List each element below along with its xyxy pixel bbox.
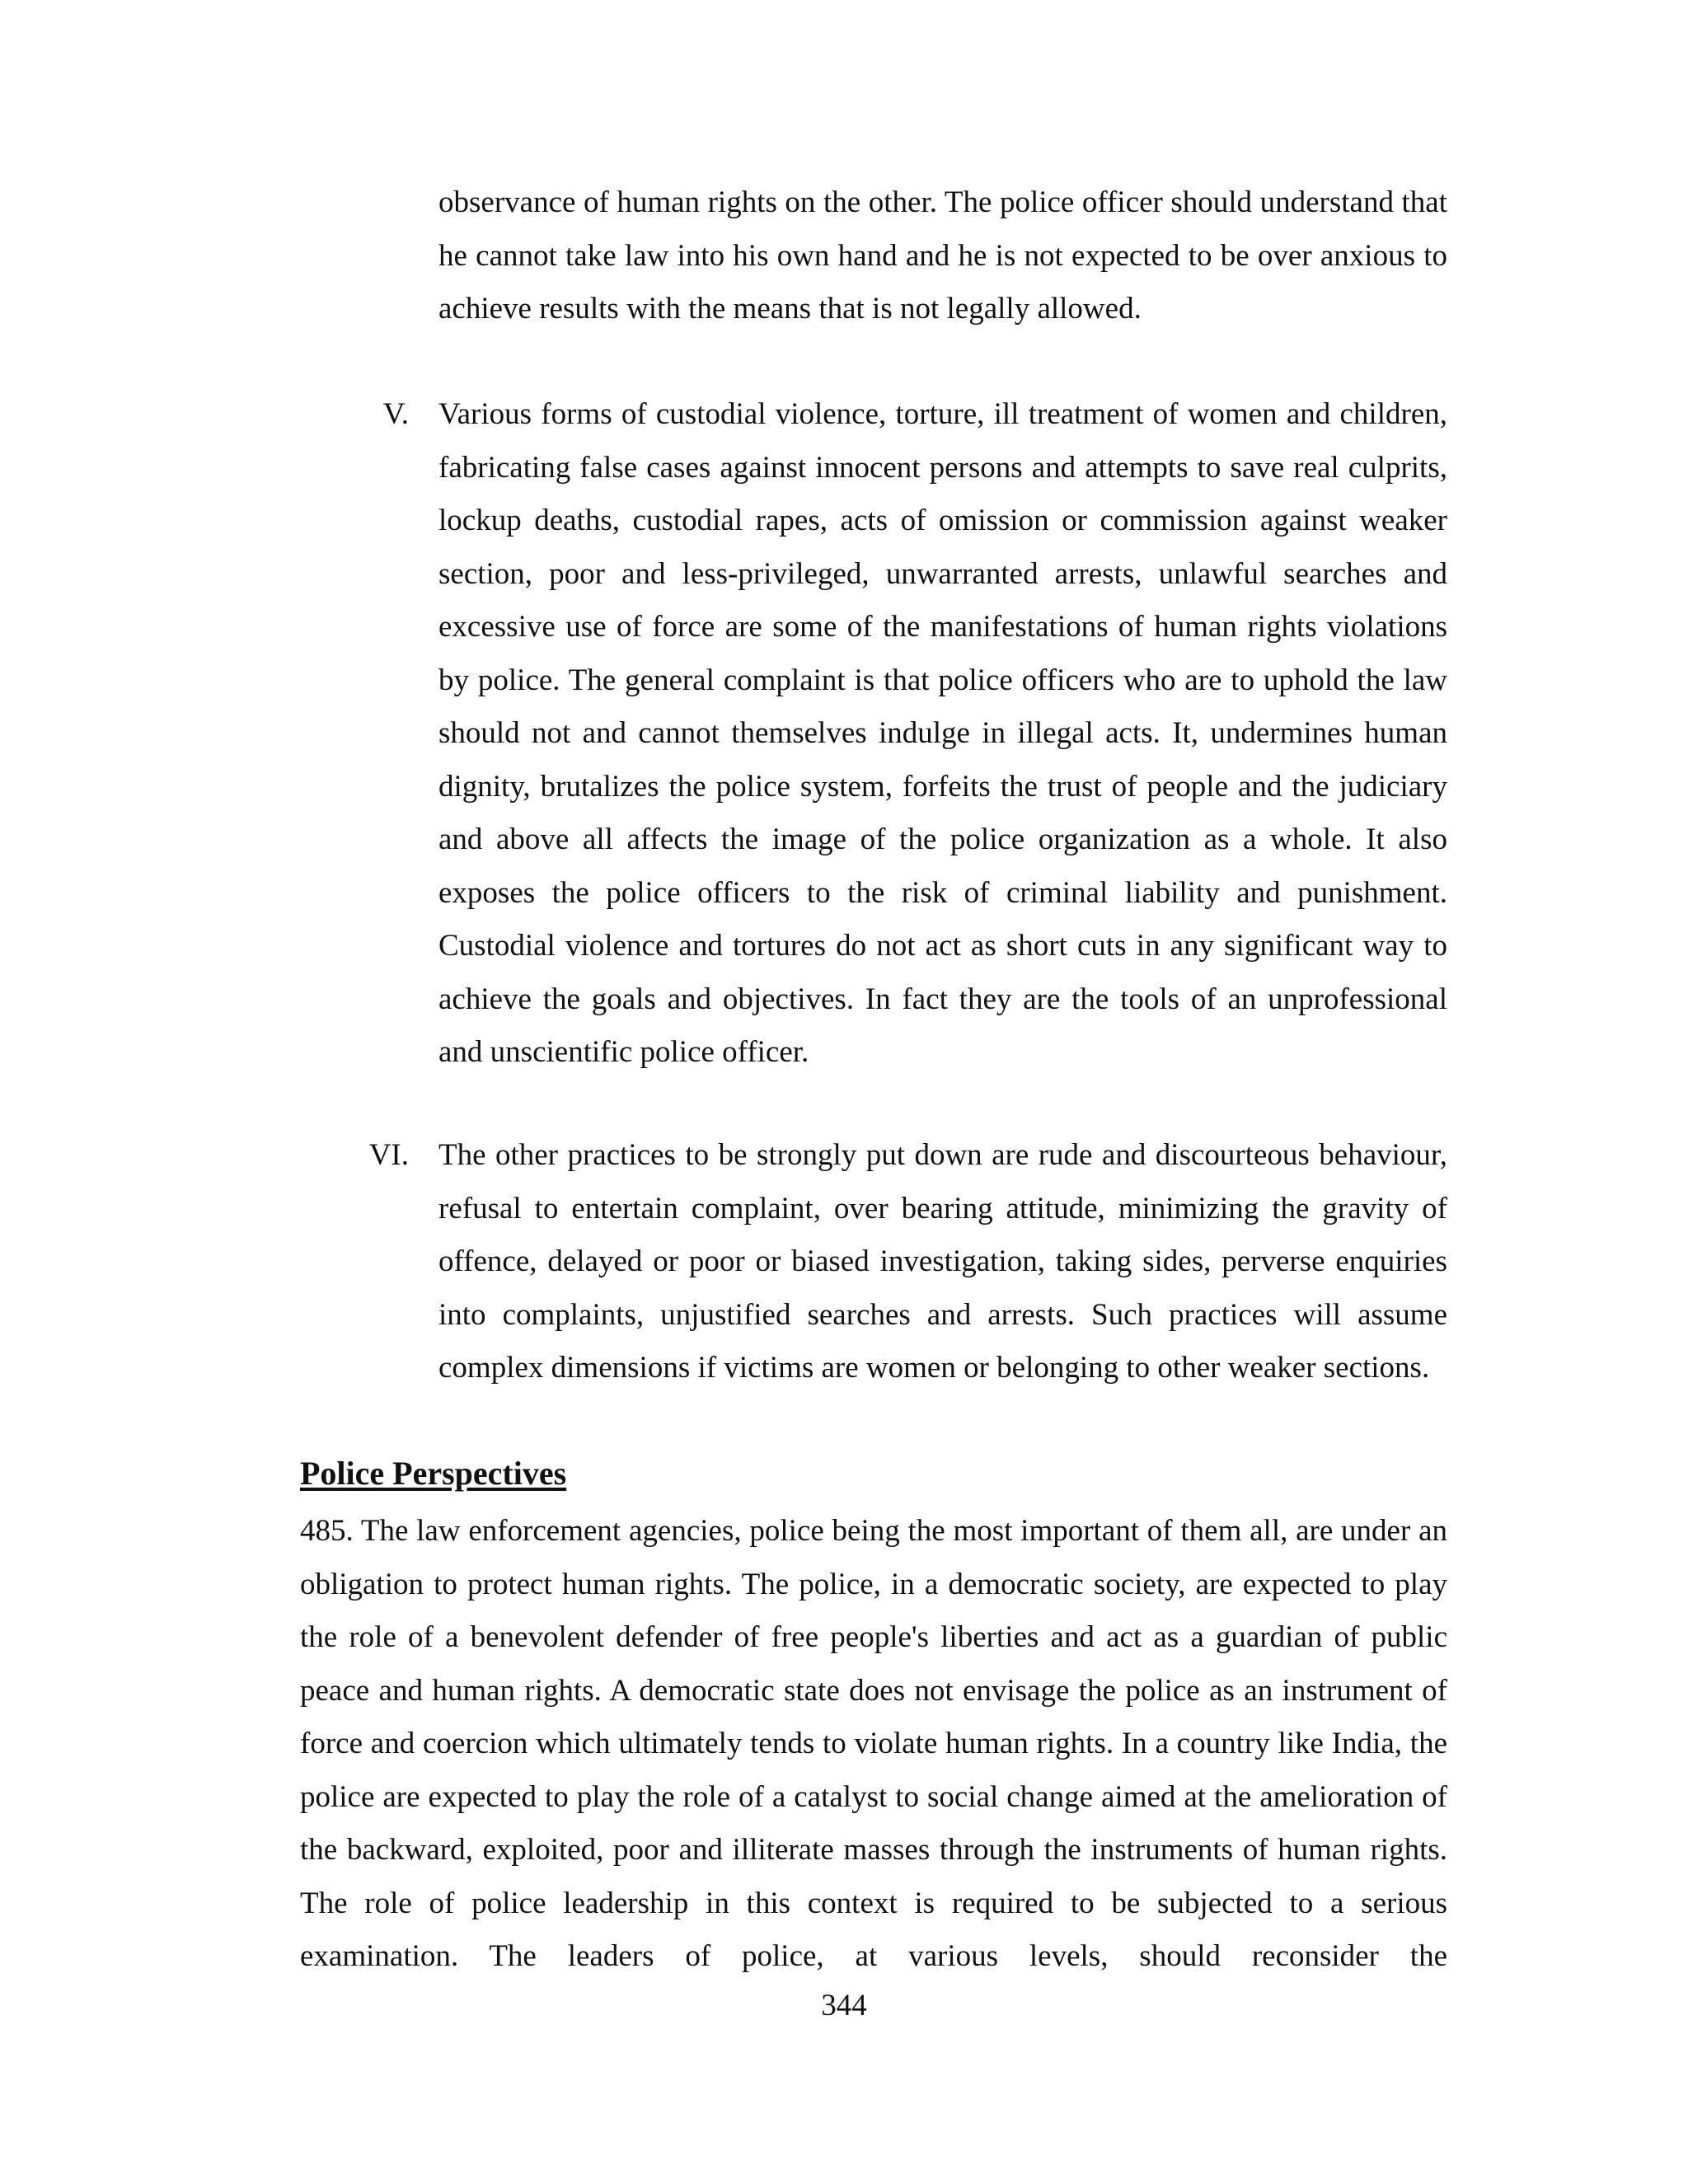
paragraph-485: 485. The law enforcement agencies, police being the most important of them all, are under an obligation to protect human rights. The police, in a democratic society, are expected to play the role of a benevolent defender of free people's liberties and act as a guardian of public peace and human rights. A democratic state does not envisage the police as an instrument of force and coercion which ultimately tends to violate human rights. In a country like India, the police are expected to play the role of a catalyst to social change aimed at the amelioration of the backward, exploited, poor and illiterate masses through the instruments of human rights. The role of police leadership in this context is required to be subjected to a serious examination. The leaders of police, at various levels, should reconsider the [300,1514,1447,1973]
continuation-paragraph: observance of human rights on the other. The police officer should understand that he cannot take law into his own hand and he is not expected to be over anxious to achieve results with the means that is not legally allowed. [438,185,1447,326]
list-item-text: Various forms of custodial violence, torture, ill treatment of women and children, fabricating false cases against innocent persons and attempts to save real culprits, lockup deaths, custodial rapes, acts of omission or commission against weaker section, poor and less-privileged, unwarranted arrests, unlawful searches and excessive use of force are some of the manifestations of human rights violations by police. The general complaint is that police officers who are to uphold the law should not and cannot themselves indulge in illegal acts. It, undermines human dignity, brutalizes the police system, forfeits the trust of people and the judiciary and above all affects the image of the police organization as a whole. It also exposes the police officers to the risk of criminal liability and punishment. Custodial violence and tortures do not act as short cuts in any significant way to achieve the goals and objectives. In fact they are the tools of an unprofessional and unscientific police officer. [438,397,1447,1069]
page-number: 344 [821,1989,867,2022]
list-item-text: The other practices to be strongly put down are rude and discourteous behaviour, refusal to entertain complaint, over bearing attitude, minimizing the gravity of offence, delayed or poor or biased investigation, taking sides, perverse enquiries into complaints, unjustified searches and arrests. Such practices will assume complex dimensions if victims are women or belonging to other weaker sections. [438,1138,1447,1385]
list-numeral: VI. [368,1138,409,1172]
section-heading: Police Perspectives [300,1455,567,1492]
list-numeral: V. [382,397,409,431]
